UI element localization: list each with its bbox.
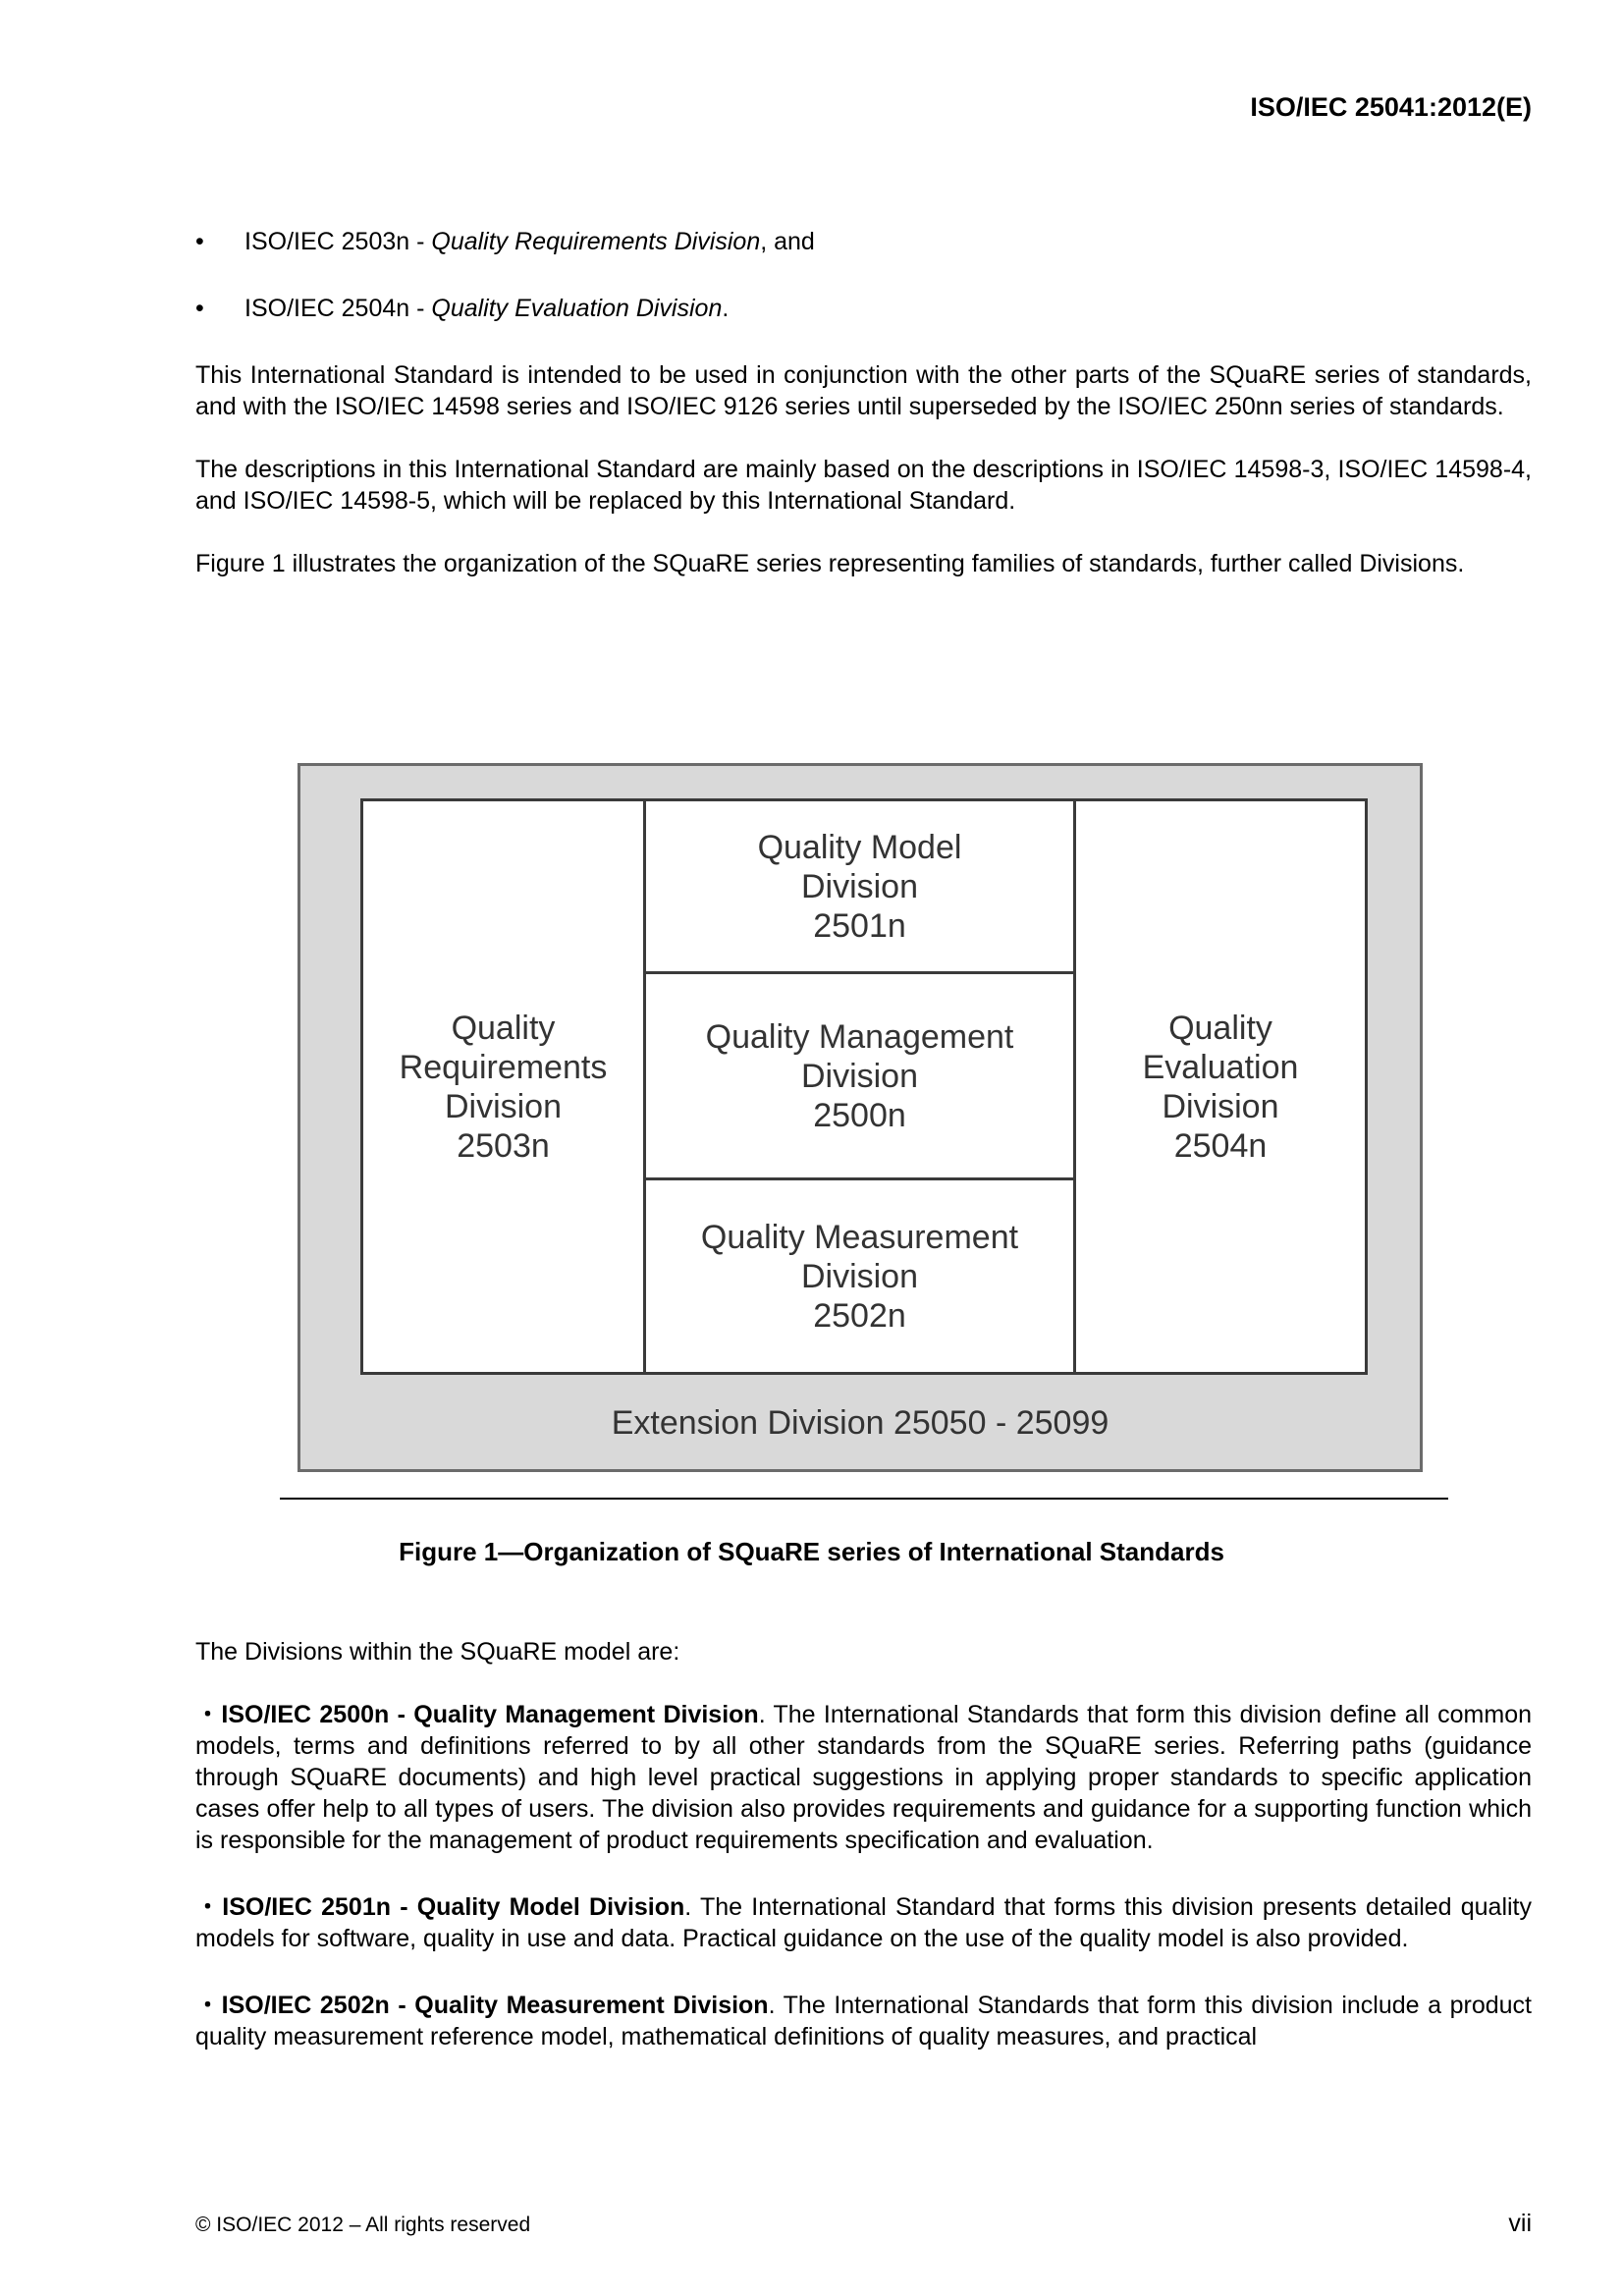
bullet-code: ISO/IEC 2503n - (244, 228, 432, 255)
division-heading: ISO/IEC 2502n - Quality Measurement Division (221, 1992, 769, 2019)
paragraph-conjunction: This International Standard is intended to be used in conjunction with the other parts of the SQuaRE series of standards, and with the ISO/IEC 14598 series and ISO/IEC 9126 series until superseded by the ISO/IEC 250nn series of standards. (195, 361, 1532, 420)
requirements-division-cell (363, 801, 646, 1372)
division-heading: ISO/IEC 2501n - Quality Model Division (222, 1893, 685, 1921)
cell-line: Quality (1168, 1009, 1272, 1047)
cell-line: Quality Measurement (700, 1218, 1019, 1256)
list-item (195, 226, 1532, 257)
division-text: . The International Standards that form this division include a product quality measurement reference model, mathematical definitions of quality measures, and practical (195, 1992, 1532, 2050)
page-number: vii (1508, 2210, 1532, 2237)
division-marker: ・ (195, 1893, 223, 1921)
copyright-notice: © ISO/IEC 2012 – All rights reserved (195, 2214, 531, 2236)
division-entry-measurement (195, 1990, 1532, 2052)
cell-line: Division (800, 867, 919, 905)
division-heading: ISO/IEC 2500n - Quality Management Division (221, 1701, 759, 1728)
square-organization-figure (298, 763, 1423, 1472)
management-division-cell (646, 974, 1073, 1180)
division-entry-model (195, 1891, 1532, 1954)
paragraph-figure-intro: Figure 1 illustrates the organization of the SQuaRE series representing families of standards, further called Divisions. (195, 550, 1465, 577)
paragraph-descriptions: The descriptions in this International Standard are mainly based on the descriptions in ISO/IEC 14598-3, ISO/IEC 14598-4, and ISO/IEC 14598-5, which will be replaced by this International Standard. (195, 456, 1532, 515)
cell-line: Evaluation (1142, 1048, 1299, 1086)
bullet-marker: • (195, 295, 204, 322)
evaluation-division-cell (1073, 801, 1365, 1372)
cell-line: Division (800, 1057, 919, 1095)
cell-line: Quality Model (757, 828, 962, 866)
division-entry-management (195, 1699, 1532, 1856)
division-marker: ・ (195, 1701, 222, 1728)
cell-line: Quality (451, 1009, 556, 1047)
intro-content (195, 226, 1532, 579)
bullet-title: Quality Evaluation Division (431, 295, 723, 322)
cell-line: 2504n (1173, 1126, 1268, 1165)
division-bullet-list (195, 226, 1532, 324)
list-item (195, 293, 1532, 324)
page-header: ISO/IEC 25041:2012(E) (1250, 92, 1532, 122)
cell-line: 2500n (813, 1096, 906, 1134)
division-marker: ・ (195, 1992, 222, 2019)
measurement-division-cell (646, 1180, 1073, 1372)
division-text: . The International Standard that forms this division presents detailed quality models for software, quality in use and data. Practical guidance on the use of the quality model is also provided. (195, 1893, 1533, 1952)
extension-division-label: Extension Division 25050 - 25099 (611, 1404, 1109, 1442)
divisions-section (195, 1636, 1532, 2088)
divisions-intro: The Divisions within the SQuaRE model are: (195, 1638, 680, 1666)
division-text: . The International Standards that form this division define all common models, terms and definitions referred to by all other standards from the SQuaRE series. Referring paths (guidance through SQuaRE documents) and high level practical suggestions in applying proper standards to specific application cases offer help to all types of users. The division also provides requirements and guidance for a supporting function which is responsible for the management of product requirements specification and evaluation. (195, 1701, 1532, 1854)
model-division-cell (646, 801, 1073, 974)
bullet-tail: , and (760, 228, 815, 255)
bullet-tail: . (722, 295, 730, 322)
cell-line: 2502n (813, 1296, 906, 1335)
cell-line: Division (1162, 1087, 1279, 1125)
cell-line: 2501n (813, 906, 906, 945)
figure-caption: Figure 1—Organization of SQuaRE series of International Standards (399, 1537, 1224, 1566)
cell-line: Division (800, 1257, 919, 1295)
cell-line: Division (444, 1087, 563, 1125)
figure-divider (280, 1498, 1448, 1500)
cell-line: Requirements (399, 1048, 608, 1086)
cell-line: Quality Management (705, 1017, 1014, 1056)
bullet-title: Quality Requirements Division (431, 228, 761, 255)
bullet-code: ISO/IEC 2504n - (244, 295, 432, 322)
bullet-marker: • (195, 228, 204, 255)
cell-line: 2503n (457, 1126, 550, 1165)
figure-division-grid (360, 798, 1368, 1375)
